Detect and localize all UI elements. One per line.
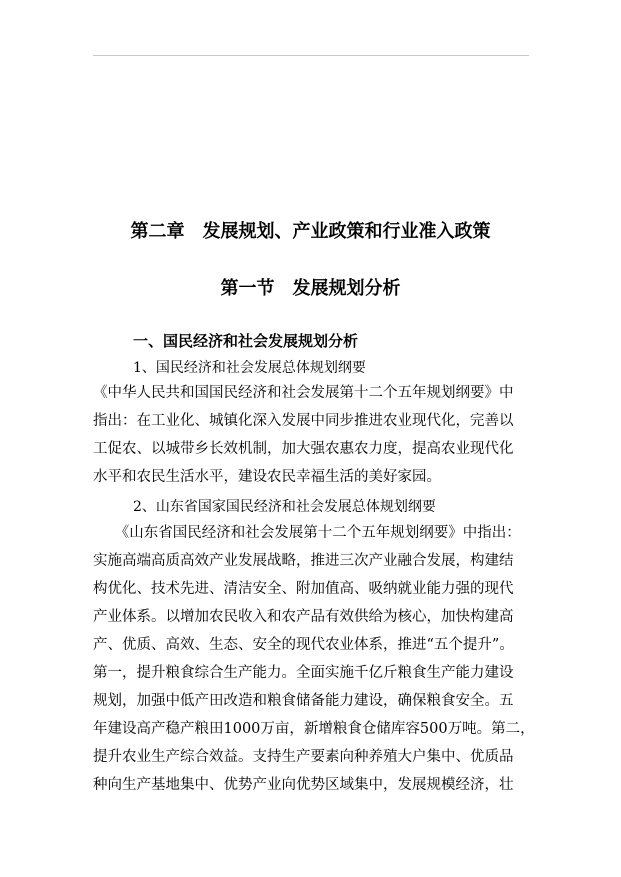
paragraph-2-line: 产业体系。以增加农民收入和农产品有效供给为核心，加快构建高 (93, 609, 514, 625)
heading-1: 一、国民经济和社会发展规划分析 (133, 332, 359, 350)
paragraph-1-line: 水平和农民生活水平，建设农民幸福生活的美好家园。 (93, 469, 441, 485)
paragraph-2-line: 《山东省国民经济和社会发展第十二个五年规划纲要》中指出： (93, 525, 521, 541)
paragraph-2-line: 实施高端高质高效产业发展战略，推进三次产业融合发展，构建结 (93, 553, 514, 569)
paragraph-2-line: 产、优质、高效、生态、安全的现代农业体系，推进“五个提升”。 (93, 637, 514, 653)
paragraph-2-line: 第一，提升粮食综合生产能力。全面实施千亿斤粮食生产能力建设 (93, 665, 514, 681)
paragraph-1-line: 工促农、以城带乡长效机制，加大强农惠农力度，提高农业现代化 (93, 441, 514, 457)
paragraph-2-line: 种向生产基地集中、优势产业向优势区域集中，发展规模经济，壮 (93, 777, 514, 793)
paragraph-1-line: 《中华人民共和国国民经济和社会发展第十二个五年规划纲要》中 (93, 385, 514, 401)
paragraph-2-line: 提升农业生产综合效益。支持生产要素向种养殖大户集中、优质品 (93, 749, 514, 765)
paragraph-1-line: 指出：在工业化、城镇化深入发展中同步推进农业现代化，完善以 (93, 413, 514, 429)
subheading-2: 2、山东省国家国民经济和社会发展总体规划纲要 (133, 499, 436, 515)
chapter-title: 第二章 发展规划、产业政策和行业准入政策 (130, 221, 491, 242)
paragraph-2-line: 年建设高产稳产粮田1000万亩，新增粮食仓储库容500万吨。第二， (93, 721, 535, 737)
section-title: 第一节 发展规划分析 (220, 278, 401, 299)
paragraph-2-line: 构优化、技术先进、清洁安全、附加值高、吸纳就业能力强的现代 (93, 581, 514, 597)
header-rule (93, 55, 529, 56)
paragraph-2-line: 规划，加强中低产田改造和粮食储备能力建设，确保粮食安全。五 (93, 693, 514, 709)
subheading-1: 1、国民经济和社会发展总体规划纲要 (133, 360, 366, 376)
